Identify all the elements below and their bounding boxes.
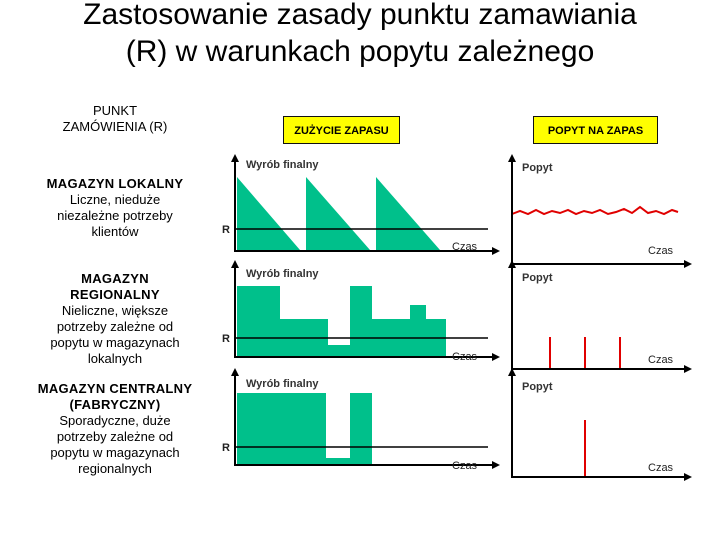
- header-demand: POPYT NA ZAPAS: [533, 116, 658, 144]
- label-demand: Popyt: [522, 162, 553, 174]
- label-time: Czas: [452, 351, 478, 363]
- left-header-line2: ZAMÓWIENIA (R): [62, 119, 168, 134]
- section-central-line: Sporadyczne, duże: [59, 413, 171, 428]
- section-regional-line: Nieliczne, większe: [61, 303, 169, 318]
- section-central-line: popytu w magazynach: [50, 445, 180, 460]
- section-local-line: niezależne potrzeby: [57, 208, 173, 223]
- section-local-line: Liczne, nieduże: [69, 192, 161, 207]
- left-header-line1: PUNKT: [92, 103, 138, 118]
- section-central-heading: (FABRYCZNY): [69, 397, 161, 412]
- label-reorder-point: R: [222, 224, 230, 236]
- label-finished-product: Wyrób finalny: [246, 159, 319, 171]
- section-regional-line: lokalnych: [87, 351, 143, 366]
- row-central: [222, 372, 688, 477]
- label-time: Czas: [452, 460, 478, 472]
- section-regional-heading: REGIONALNY: [70, 287, 160, 302]
- row-local: [222, 158, 688, 264]
- section-local-line: klientów: [91, 224, 139, 239]
- section-central-line: regionalnych: [78, 461, 152, 476]
- label-finished-product: Wyrób finalny: [246, 378, 319, 390]
- inventory-fill-central: [237, 393, 372, 464]
- inventory-fill-local: [237, 177, 440, 250]
- label-reorder-point: R: [222, 442, 230, 454]
- label-reorder-point: R: [222, 333, 230, 345]
- header-consumption: ZUŻYCIE ZAPASU: [283, 116, 400, 144]
- section-regional-line: popytu w magazynach: [50, 335, 180, 350]
- demand-line-local: [512, 207, 678, 214]
- label-demand: Popyt: [522, 381, 553, 393]
- row-regional: [222, 264, 688, 369]
- section-local-heading: MAGAZYN LOKALNY: [46, 176, 184, 191]
- label-time: Czas: [648, 354, 674, 366]
- label-demand: Popyt: [522, 272, 553, 284]
- section-central-heading: MAGAZYN CENTRALNY: [37, 381, 193, 396]
- label-time: Czas: [452, 241, 478, 253]
- label-time: Czas: [648, 245, 674, 257]
- section-central-line: potrzeby zależne od: [56, 429, 174, 444]
- section-regional-line: potrzeby zależne od: [56, 319, 174, 334]
- page-title: Zastosowanie zasady punktu zamawiania (R) w warunkach popytu zależnego: [83, 0, 637, 68]
- inventory-fill-regional: [237, 286, 446, 356]
- label-time: Czas: [648, 462, 674, 474]
- section-regional-heading: MAGAZYN: [81, 271, 149, 286]
- label-finished-product: Wyrób finalny: [246, 268, 319, 280]
